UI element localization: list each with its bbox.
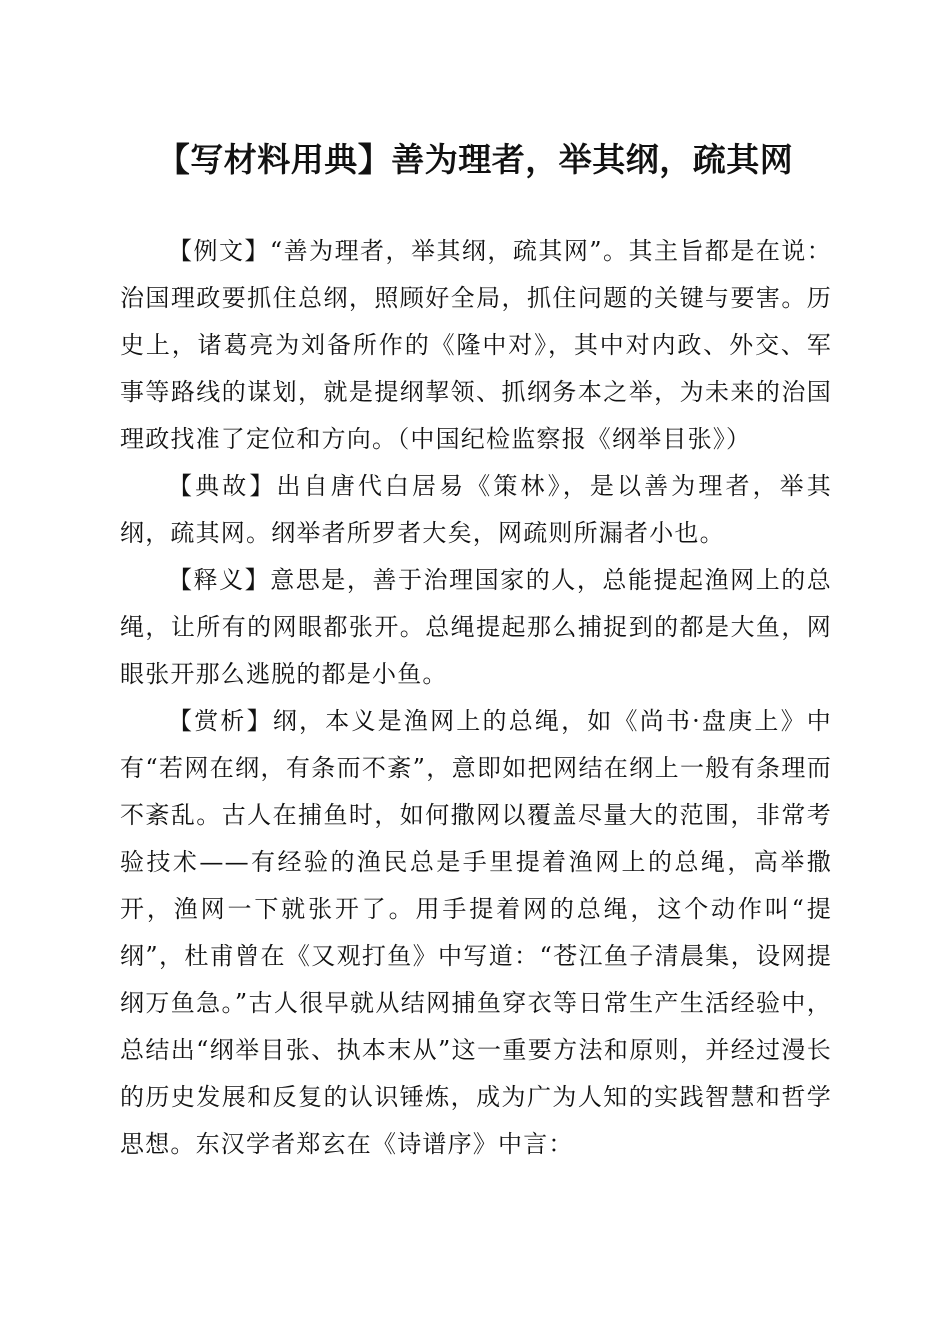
paragraph-example: 【例文】“善为理者，举其纲，疏其网”。其主旨都是在说：治国理政要抓住总纲，照顾好全局，抓住问题的关键与要害。历史上，诸葛亮为刘备所作的《隆中对》，其中对内政、外交、军事等路线的谋划，就是提纲挈领、抓纲务本之举，为未来的治国理政找准了定位和方向。（中国纪检监察报《纲举目张》） [120,237,832,453]
paragraph-allusion: 【典故】出自唐代白居易《策林》，是以善为理者，举其纲，疏其网。纲举者所罗者大矣，网疏则所漏者小也。 [120,472,832,547]
document-title: 【写材料用典】善为理者，举其纲，疏其网 [156,140,794,179]
paragraph-explanation: 【释义】意思是，善于治理国家的人，总能提起渔网上的总绳，让所有的网眼都张开。总绳提起那么捕捉到的都是大鱼，网眼张开那么逃脱的都是小鱼。 [120,566,832,688]
paragraph-appreciation: 【赏析】纲，本义是渔网上的总绳，如《尚书·盘庚上》中有“若网在纲，有条而不紊”，意即如把网结在纲上一般有条理而不紊乱。古人在捕鱼时，如何撒网以覆盖尽量大的范围，非常考验技术——有经验的渔民总是手里提着渔网上的总绳，高举撒开，渔网一下就张开了。用手提着网的总绳，这个动作叫“提纲”，杜甫曾在《又观打鱼》中写道：“苍江鱼子清晨集，设网提纲万鱼急。”古人很早就从结网捕鱼穿衣等日常生产生活经验中，总结出“纲举目张、执本末从”这一重要方法和原则，并经过漫长的历史发展和反复的认识锤炼，成为广为人知的实践智慧和哲学思想。东汉学者郑玄在《诗谱序》中言： [120,707,832,1158]
document-body [120,228,832,1168]
